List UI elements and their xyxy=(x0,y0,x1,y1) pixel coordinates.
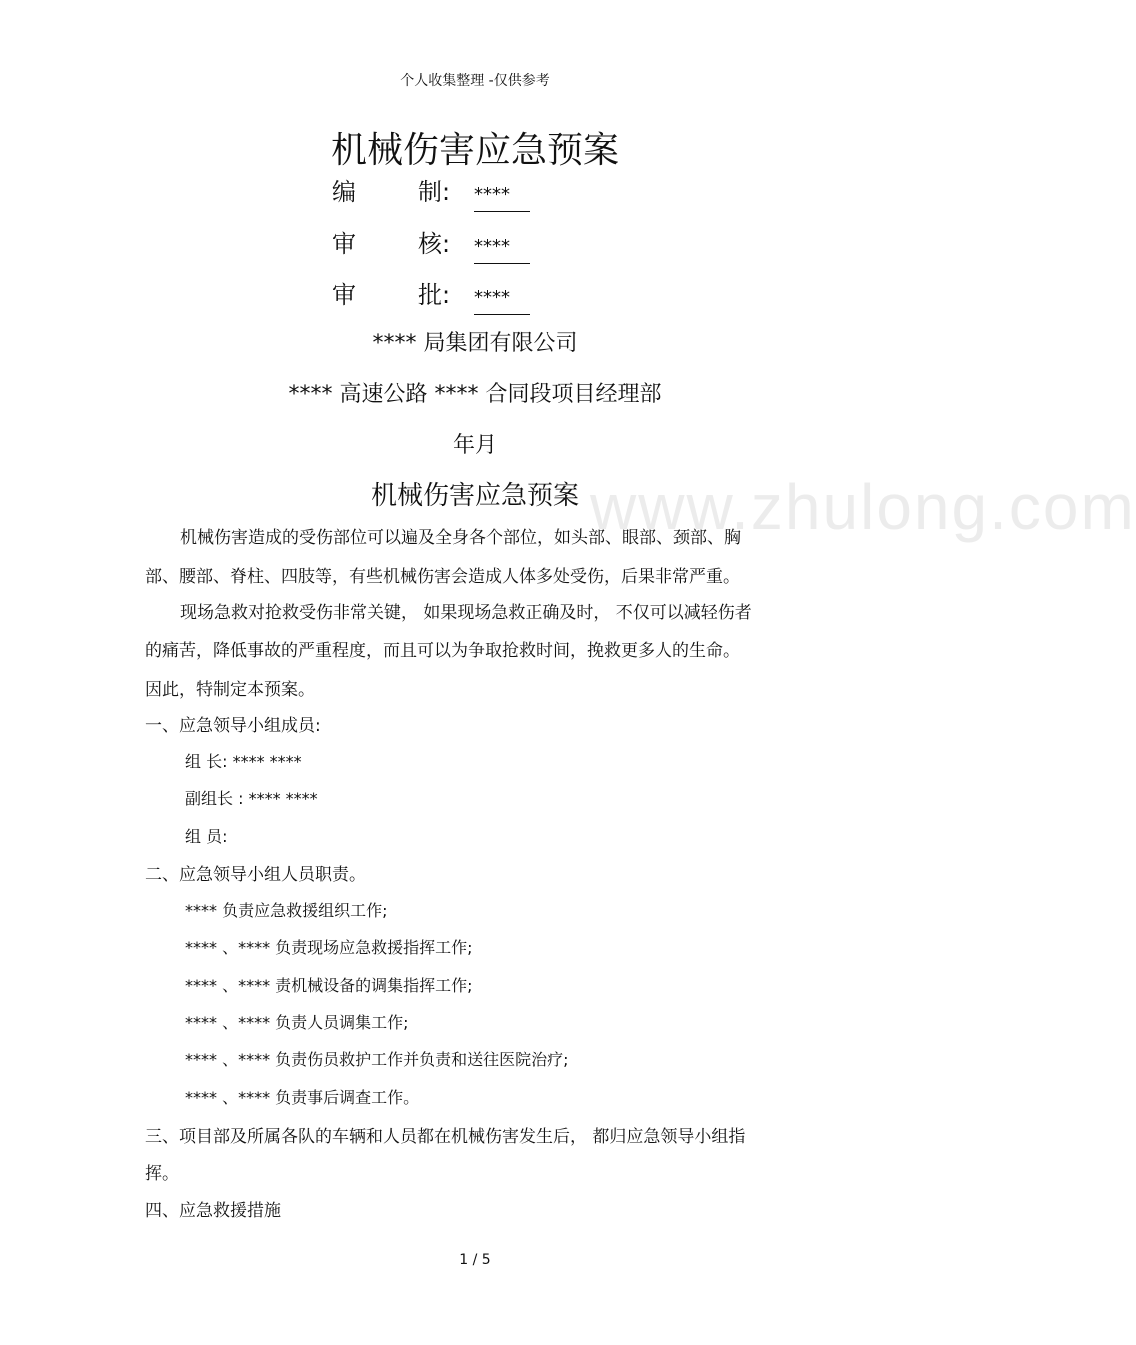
department-name: **** 高速公路 **** 合同段项目经理部 xyxy=(288,382,662,407)
document-title: 机械伤害应急预案 xyxy=(330,130,619,171)
duty-item: **** 、**** 责机械设备的调集指挥工作; xyxy=(185,976,473,995)
duty-item: **** 负责应急救援组织工作; xyxy=(185,901,388,920)
company-name: **** 局集团有限公司 xyxy=(372,331,578,356)
section-title: 机械伤害应急预案 xyxy=(370,481,579,511)
member-leader: 组 长: **** **** xyxy=(185,752,302,771)
compile-value: **** xyxy=(474,184,530,212)
page-header: 个人收集整理 -仅供参考 xyxy=(400,73,550,89)
paragraph-line: 部、腰部、脊柱、四肢等，有些机械伤害会造成人体多处受伤，后果非常严重。 xyxy=(145,567,740,587)
paragraph-line: 挥。 xyxy=(145,1164,179,1184)
heading-1: 一、应急领导小组成员: xyxy=(145,716,321,736)
page-number: 1 / 5 xyxy=(459,1252,491,1268)
review-value: **** xyxy=(474,236,530,264)
duty-item: **** 、**** 负责伤员救护工作并负责和送往医院治疗; xyxy=(185,1050,569,1069)
heading-2: 二、应急领导小组人员职责。 xyxy=(145,865,366,885)
date-line: 年月 xyxy=(452,433,497,458)
watermark: www.zhulong.com xyxy=(590,471,1136,543)
heading-3: 三、项目部及所属各队的车辆和人员都在机械伤害发生后， 都归应急领导小组指 xyxy=(145,1127,746,1147)
heading-4: 四、应急救援措施 xyxy=(145,1201,281,1221)
member-deputy: 副组长 : **** **** xyxy=(185,789,318,808)
paragraph-line: 现场急救对抢救受伤非常关键， 如果现场急救正确及时， 不仅可以减轻伤者 xyxy=(180,603,752,623)
paragraph-line: 因此，特制定本预案。 xyxy=(145,680,315,700)
paragraph-line: 的痛苦，降低事故的严重程度，而且可以为争取抢救时间，挽救更多人的生命。 xyxy=(145,641,740,661)
duty-item: **** 、**** 负责人员调集工作; xyxy=(185,1013,409,1032)
approve-value: **** xyxy=(474,287,530,315)
sign-row-compile: 编 制: **** xyxy=(332,172,530,212)
sign-row-review: 审 核: **** xyxy=(332,224,530,264)
duty-item: **** 、**** 负责事后调查工作。 xyxy=(185,1088,420,1107)
duty-item: **** 、**** 负责现场应急救援指挥工作; xyxy=(185,938,473,957)
paragraph-line: 机械伤害造成的受伤部位可以遍及全身各个部位，如头部、眼部、颈部、胸 xyxy=(180,528,741,548)
sign-row-approve: 审 批: **** xyxy=(332,275,530,315)
member-staff: 组 员: xyxy=(185,827,228,846)
